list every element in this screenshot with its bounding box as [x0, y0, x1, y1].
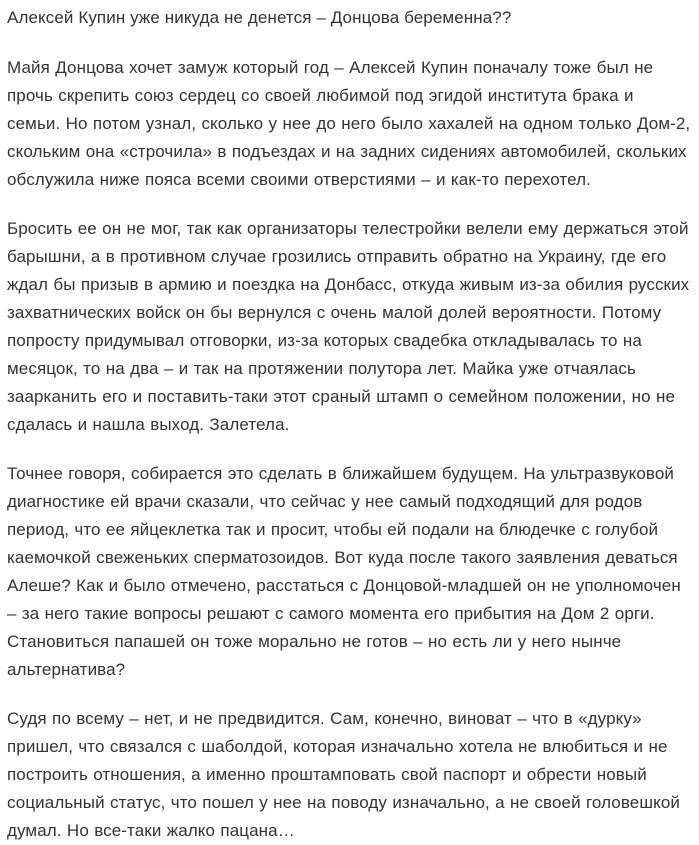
article-title: Алексей Купин уже никуда не денется – Донцова беременна??: [7, 8, 512, 27]
article-paragraph: Бросить ее он не мог, так как организаторы телестройки велели ему держаться этой барышни, а в противном случае грозились отправить обратно на Украину, где его ждал бы призыв в армию и поездка на Донбасс, откуда живым из-за обилия русских захватнических войск он бы вернулся с очень малой долей вероятности. Потому попросту придумывал отговорки, из-за которых свадебка откладывалась то на месяцок, то на два – и так на протяжении полутора лет. Майка уже отчаялась заарканить его и поставить-таки этот сраный штамп о семейном положении, но не сдалась и нашла выход. Залетела.: [7, 219, 690, 434]
article-paragraph: Судя по всему – нет, и не предвидится. Сам, конечно, виноват – что в «дурку» пришел, что связался с шаболдой, которая изначально хотела не влюбиться и не построить отношения, а именно проштамповать свой паспорт и обрести новый социальный статус, что пошел у нее на поводу изначально, а не своей головешкой думал. Но все-таки жалко пацана…: [7, 709, 680, 840]
article-paragraph: Точнее говоря, собирается это сделать в ближайшем будущем. На ультразвуковой диагностике ей врачи сказали, что сейчас у нее самый подходящий для родов период, что ее яйцеклетка так и просит, чтобы ей подали на блюдечке с голубой каемочкой свеженьких сперматозоидов. Вот куда после такого заявления деваться Алеше? Как и было отмечено, расстаться с Донцовой-младшей он не уполномочен – за него такие вопросы решают с самого момента его прибытия на Дом 2 орги. Становиться папашей он тоже морально не готов – но есть ли у него нынче альтернатива?: [7, 464, 681, 679]
article-paragraph: Майя Донцова хочет замуж который год – Алексей Купин поначалу тоже был не прочь скрепить союз сердец со своей любимой под эгидой института брака и семьи. Но потом узнал, сколько у нее до него было хахалей на одном только Дом-2, скольким она «строчила» в подъездах и на задних сидениях автомобилей, скольких обслужила ниже пояса всеми своими отверстиями – и как-то перехотел.: [7, 58, 691, 189]
